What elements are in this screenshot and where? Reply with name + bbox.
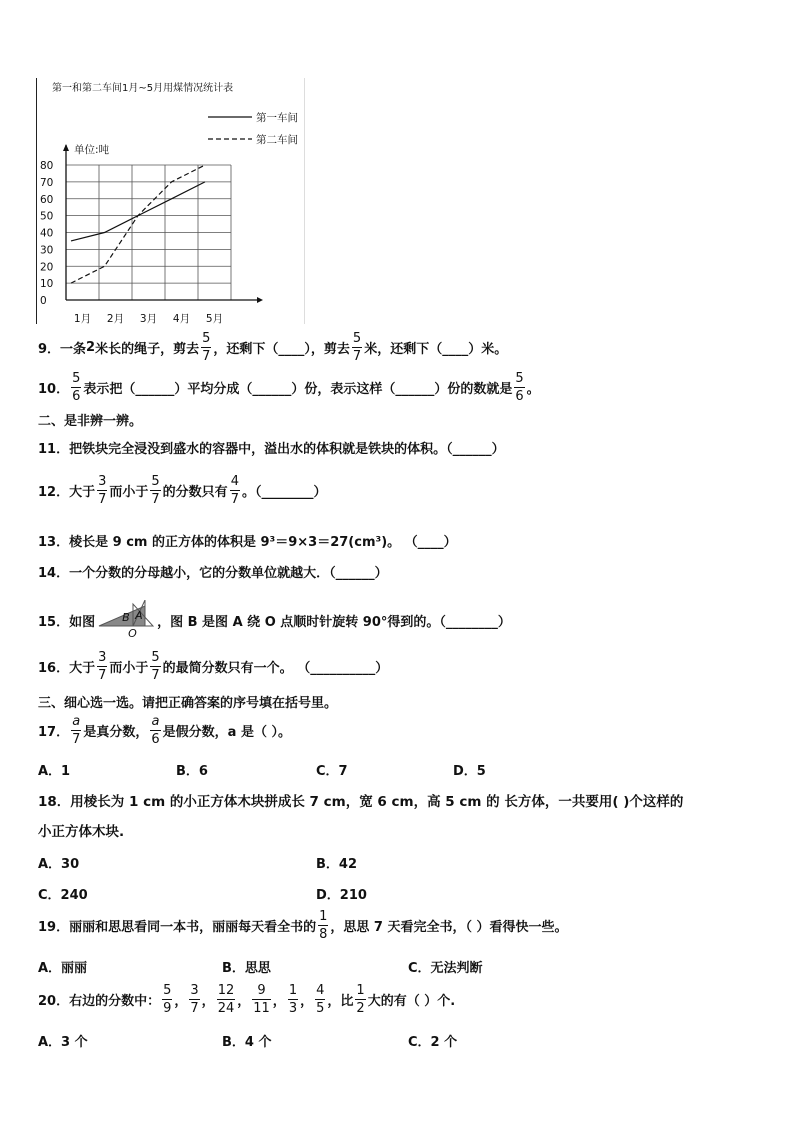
fraction: $\frac{5}{6}$ xyxy=(515,371,524,404)
question-10: 10． $\frac{5}{6}$ 表示把（______）平均分成（______）份，表示这样（______）份的数就是 $\frac{5}{6}$ 。 xyxy=(38,371,540,404)
question-15: 15．如图 B A O ，图 B 是图 A 绕 O 点顺时针旋转 90°得到的。（________） xyxy=(38,600,511,640)
fraction: $\frac{3}{7}$ xyxy=(98,650,107,683)
q20-fraction-5: $\frac{1}{3}$ xyxy=(288,983,298,1016)
q17-option-a[interactable]: A．1 xyxy=(38,764,71,779)
q20-fraction-1: $\frac{5}{9}$ xyxy=(163,983,172,1016)
x-tick-label-4: 4月 xyxy=(172,313,191,324)
fraction: $\frac{5}{7}$ xyxy=(151,474,160,507)
y-tick-label-3: 30 xyxy=(40,244,54,257)
series-line-2 xyxy=(71,165,205,283)
question-12: 12．大于 $\frac{3}{7}$ 而小于 $\frac{5}{7}$ 的分数只有 $\frac{4}{7}$ 。（________） xyxy=(38,474,327,507)
figure-label-o: O xyxy=(128,627,137,640)
section-2-heading: 二、是非辨一辨。 xyxy=(38,414,143,429)
chart-title: 第一和第二车间1月~5月用煤情况统计表 xyxy=(52,83,234,94)
y-axis-label: 单位:吨 xyxy=(74,144,110,156)
q17-option-c[interactable]: C．7 xyxy=(316,764,348,779)
fraction: $\frac{3}{7}$ xyxy=(98,474,107,507)
fraction: $\frac{5}{7}$ xyxy=(202,331,211,364)
x-tick-label-5: 5月 xyxy=(205,313,224,324)
q20-option-b[interactable]: B．4 个 xyxy=(222,1035,272,1050)
x-tick-label-2: 2月 xyxy=(106,313,125,324)
q20-option-c[interactable]: C．2 个 xyxy=(408,1035,458,1050)
question-17: 17． $\frac{a}{7}$ 是真分数， $\frac{a}{6}$ 是假分数，a 是（ ）。 xyxy=(38,714,291,747)
q20-fraction-6: $\frac{4}{5}$ xyxy=(316,983,325,1016)
fraction: $\frac{1}{2}$ xyxy=(356,983,365,1016)
figure-label-a: A xyxy=(135,609,143,622)
q20-fraction-list xyxy=(160,984,327,1015)
separator: ， xyxy=(237,994,251,1009)
x-axis-arrow xyxy=(257,297,263,303)
q19-option-b[interactable]: B．思思 xyxy=(222,961,271,976)
legend-label-2: 第二车间 xyxy=(256,134,298,146)
coal-usage-chart xyxy=(36,78,308,324)
q19-option-a[interactable]: A．丽丽 xyxy=(38,961,88,976)
y-tick-label-4: 40 xyxy=(40,227,54,240)
q19-option-c[interactable]: C．无法判断 xyxy=(408,961,483,976)
series-guide-2 xyxy=(74,165,206,283)
question-18-line1: 18．用棱长为 1 cm 的小正方体木块拼成长 7 cm，宽 6 cm，高 5 cm 的 长方体，一共要用( )个这样的 xyxy=(38,794,684,810)
question-11: 11．把铁块完全浸没到盛水的容器中，溢出水的体积就是铁块的体积。（______） xyxy=(38,442,505,457)
fraction: $\frac{1}{8}$ xyxy=(319,909,328,942)
question-18-line2: 小正方体木块. xyxy=(38,824,125,840)
q18-option-b[interactable]: B．42 xyxy=(316,857,357,872)
fraction: $\frac{5}{7}$ xyxy=(151,650,160,683)
fraction: $\frac{a}{7}$ xyxy=(72,714,81,747)
question-19: 19．丽丽和思思看同一本书，丽丽每天看全书的 $\frac{1}{8}$ ，思思 7 天看完全书，（ ）看得快一些。 xyxy=(38,909,568,942)
fraction: $\frac{4}{7}$ xyxy=(230,474,239,507)
rotation-figure xyxy=(97,600,155,640)
question-16: 16．大于 $\frac{3}{7}$ 而小于 $\frac{5}{7}$ 的最简分数只有一个。 （__________） xyxy=(38,650,389,683)
question-13: 13．棱长是 9 cm 的正方体的体积是 9³＝9×3＝27(cm³)。 （____） xyxy=(38,535,457,550)
y-tick-label-5: 50 xyxy=(40,210,54,223)
section-3-heading: 三、细心选一选。请把正确答案的序号填在括号里。 xyxy=(38,696,338,711)
q20-fraction-2: $\frac{3}{7}$ xyxy=(190,983,199,1016)
q18-option-a[interactable]: A．30 xyxy=(38,857,80,872)
question-14: 14．一个分数的分母越小，它的分数单位就越大．（______） xyxy=(38,566,388,581)
y-tick-label-6: 60 xyxy=(40,193,54,206)
question-9: 9．一条 2 米长的绳子，剪去 $\frac{5}{7}$ ，还剩下（____），剪去 $\frac{5}{7}$ 米，还剩下（____）米。 xyxy=(38,331,508,364)
q20-option-a[interactable]: A．3 个 xyxy=(38,1035,88,1050)
figure-label-b: B xyxy=(122,611,130,624)
separator: ， xyxy=(300,994,314,1009)
q20-fraction-4: $\frac{9}{11}$ xyxy=(253,983,270,1016)
separator: ， xyxy=(174,994,188,1009)
q18-option-d[interactable]: D．210 xyxy=(316,888,367,903)
fraction: $\frac{5}{6}$ xyxy=(72,371,81,404)
y-tick-label-1: 10 xyxy=(40,278,54,291)
fraction: $\frac{a}{6}$ xyxy=(151,714,160,747)
chart-svg xyxy=(36,78,308,324)
fraction: $\frac{5}{7}$ xyxy=(352,331,362,364)
separator: ， xyxy=(201,994,215,1009)
y-tick-label-2: 20 xyxy=(40,261,54,274)
series-line-1 xyxy=(71,182,205,241)
question-20: 20．右边的分数中： $\frac{5}{9}$ ， $\frac{3}{7}$ ， $\frac{12}{24}$ ， $\frac{9}{11}$ ， $\frac{1}{3}$ ， $\frac{4}{5}$ ，比 $\frac{1}{2}$ 大的有（ ）个. xyxy=(38,983,456,1016)
x-tick-label-1: 1月 xyxy=(73,313,92,324)
y-axis-arrow xyxy=(63,144,69,151)
y-tick-label-0: 0 xyxy=(40,295,47,307)
y-tick-label-8: 80 xyxy=(40,160,54,172)
legend-label-1: 第一车间 xyxy=(256,112,298,124)
q18-option-c[interactable]: C．240 xyxy=(38,888,88,903)
q17-option-b[interactable]: B．6 xyxy=(176,764,208,779)
q20-fraction-3: $\frac{12}{24}$ xyxy=(217,983,235,1016)
separator: ， xyxy=(272,994,286,1009)
q17-option-d[interactable]: D．5 xyxy=(453,764,486,779)
y-tick-label-7: 70 xyxy=(40,176,54,189)
x-tick-label-3: 3月 xyxy=(139,313,158,324)
